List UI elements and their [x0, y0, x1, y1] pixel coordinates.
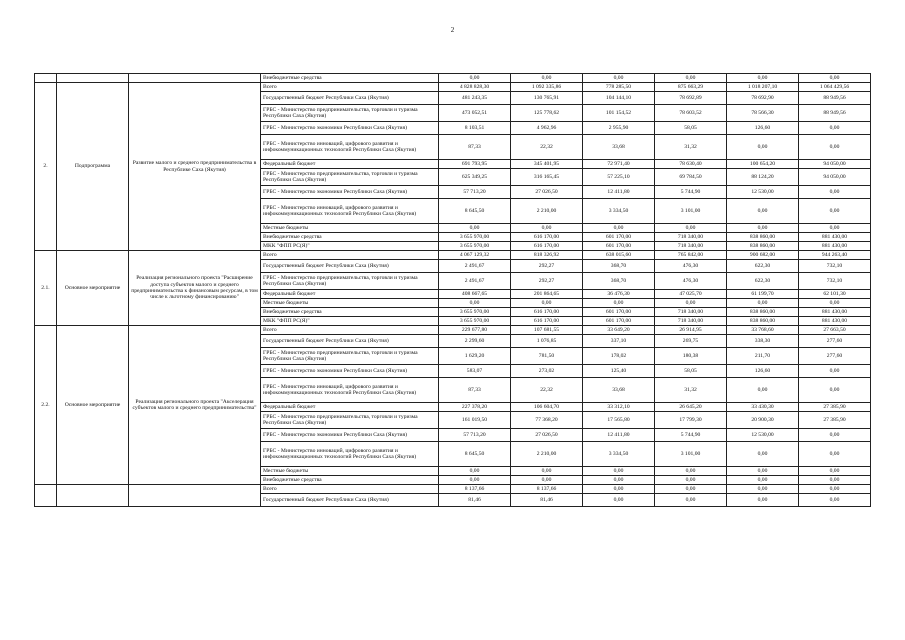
amount-cell: 0,00: [727, 224, 799, 233]
amount-cell: 0,00: [655, 299, 727, 308]
amount-cell: 3 655 970,00: [439, 317, 511, 326]
amount-cell: 101 154,52: [583, 105, 655, 122]
amount-cell: 33 312,10: [583, 403, 655, 412]
amount-cell: 8 137,66: [439, 485, 511, 494]
amount-cell: 2 210,00: [511, 442, 583, 467]
amount-cell: 12 411,80: [583, 186, 655, 199]
amount-cell: 781,50: [511, 348, 583, 365]
amount-cell: 26 645,20: [655, 403, 727, 412]
amount-cell: 408 667,65: [439, 290, 511, 299]
amount-cell: 1 076,85: [511, 335, 583, 348]
amount-cell: 100 654,20: [727, 160, 799, 169]
funding-source-cell: Всего: [261, 251, 439, 260]
amount-cell: 33,68: [583, 135, 655, 160]
amount-cell: 881 430,00: [799, 317, 871, 326]
amount-cell: 0,00: [799, 485, 871, 494]
amount-cell: 78 603,52: [655, 105, 727, 122]
amount-cell: 0,00: [799, 74, 871, 83]
amount-cell: 81,46: [439, 494, 511, 507]
section-type: Основное мероприятие: [57, 326, 129, 485]
section-number: [35, 485, 57, 507]
amount-cell: 0,00: [727, 135, 799, 160]
amount-cell: 2 955,90: [583, 122, 655, 135]
amount-cell: 27 385,90: [799, 403, 871, 412]
amount-cell: 72 971,40: [583, 160, 655, 169]
amount-cell: 601 170,00: [583, 317, 655, 326]
amount-cell: 3 655 970,00: [439, 308, 511, 317]
funding-source-cell: Местные бюджеты: [261, 299, 439, 308]
amount-cell: 3 655 970,00: [439, 233, 511, 242]
funding-source-cell: ГРБС - Министерство предпринимательства, торговли и туризма Республики Саха (Якутия): [261, 412, 439, 429]
amount-cell: 0,00: [799, 199, 871, 224]
amount-cell: 368,70: [583, 260, 655, 273]
amount-cell: 0,00: [511, 476, 583, 485]
amount-cell: 0,00: [583, 74, 655, 83]
amount-cell: 201 864,65: [511, 290, 583, 299]
amount-cell: 125 778,62: [511, 105, 583, 122]
funding-source-cell: МКК "ФПП РС(Я)": [261, 317, 439, 326]
amount-cell: 316 165,45: [511, 169, 583, 186]
amount-cell: 0,00: [439, 224, 511, 233]
amount-cell: 1 018 207,10: [727, 83, 799, 92]
amount-cell: 4 067 129,32: [439, 251, 511, 260]
amount-cell: 4 828 828,30: [439, 83, 511, 92]
amount-cell: 622,30: [727, 260, 799, 273]
funding-source-cell: ГРБС - Министерство инноваций, цифрового развития и инфокоммуникационных технологий Республики Саха (Якутия): [261, 378, 439, 403]
amount-cell: 87,33: [439, 135, 511, 160]
amount-cell: 12 530,00: [727, 186, 799, 199]
amount-cell: 616 170,00: [511, 233, 583, 242]
funding-source-cell: Государственный бюджет Республики Саха (Якутия): [261, 335, 439, 348]
amount-cell: 8 137,66: [511, 485, 583, 494]
amount-cell: 0,00: [799, 467, 871, 476]
amount-cell: 638 015,60: [583, 251, 655, 260]
funding-source-cell: ГРБС - Министерство инноваций, цифрового развития и инфокоммуникационных технологий Республики Саха (Якутия): [261, 442, 439, 467]
funding-source-cell: Внебюджетные средства: [261, 308, 439, 317]
amount-cell: 0,00: [799, 299, 871, 308]
amount-cell: 88 124,20: [727, 169, 799, 186]
amount-cell: 88 949,56: [799, 105, 871, 122]
amount-cell: 0,00: [799, 378, 871, 403]
amount-cell: 473 052,51: [439, 105, 511, 122]
amount-cell: 732,10: [799, 273, 871, 290]
amount-cell: 0,00: [799, 135, 871, 160]
amount-cell: 0,00: [511, 224, 583, 233]
amount-cell: 27 026,50: [511, 429, 583, 442]
table-row: [35, 485, 871, 494]
amount-cell: 3 101,00: [655, 442, 727, 467]
amount-cell: 0,00: [727, 467, 799, 476]
amount-cell: 126,60: [727, 365, 799, 378]
amount-cell: 77 368,20: [511, 412, 583, 429]
amount-cell: 0,00: [799, 224, 871, 233]
amount-cell: 718 340,00: [655, 233, 727, 242]
amount-cell: 616 170,00: [511, 242, 583, 251]
amount-cell: 0,00: [655, 467, 727, 476]
amount-cell: 338,30: [727, 335, 799, 348]
amount-cell: 273,02: [511, 365, 583, 378]
amount-cell: 0,00: [655, 224, 727, 233]
amount-cell: 0,00: [655, 74, 727, 83]
amount-cell: 0,00: [727, 494, 799, 507]
amount-cell: 31,32: [655, 378, 727, 403]
amount-cell: 718 340,00: [655, 242, 727, 251]
amount-cell: 26 914,95: [655, 326, 727, 335]
amount-cell: 0,00: [511, 299, 583, 308]
section-description: Реализация регионального проекта "Расширение доступа субъектов малого и среднего предпринимательства к финансовым ресурсам, в том числе к льготному финансированию": [129, 251, 261, 326]
amount-cell: 765 842,00: [655, 251, 727, 260]
amount-cell: 78 692,89: [655, 92, 727, 105]
amount-cell: 838 860,00: [727, 308, 799, 317]
funding-source-cell: Государственный бюджет Республики Саха (Якутия): [261, 494, 439, 507]
amount-cell: 345 401,95: [511, 160, 583, 169]
funding-source-cell: Государственный бюджет Республики Саха (Якутия): [261, 92, 439, 105]
amount-cell: 881 430,00: [799, 308, 871, 317]
section-type: [57, 74, 129, 83]
amount-cell: 107 681,55: [511, 326, 583, 335]
section-type: [57, 485, 129, 507]
amount-cell: 0,00: [727, 476, 799, 485]
amount-cell: 3 655 970,00: [439, 242, 511, 251]
funding-source-cell: ГРБС - Министерство инноваций, цифрового развития и инфокоммуникационных технологий Республики Саха (Якутия): [261, 135, 439, 160]
amount-cell: 0,00: [727, 199, 799, 224]
amount-cell: 178,02: [583, 348, 655, 365]
amount-cell: 0,00: [799, 494, 871, 507]
amount-cell: 58,05: [655, 122, 727, 135]
amount-cell: 0,00: [439, 476, 511, 485]
section-description: [129, 74, 261, 83]
funding-source-cell: ГРБС - Министерство экономики Республики Саха (Якутия): [261, 186, 439, 199]
amount-cell: 126,60: [727, 122, 799, 135]
funding-source-cell: Местные бюджеты: [261, 224, 439, 233]
amount-cell: 0,00: [583, 467, 655, 476]
funding-source-cell: МКК "ФПП РС(Я)": [261, 242, 439, 251]
amount-cell: 718 340,00: [655, 317, 727, 326]
funding-source-cell: Внебюджетные средства: [261, 233, 439, 242]
amount-cell: 57 713,20: [439, 429, 511, 442]
amount-cell: 0,00: [439, 74, 511, 83]
funding-source-cell: ГРБС - Министерство экономики Республики Саха (Якутия): [261, 429, 439, 442]
amount-cell: 476,30: [655, 273, 727, 290]
funding-source-cell: Местные бюджеты: [261, 467, 439, 476]
amount-cell: 78 692,90: [727, 92, 799, 105]
amount-cell: 881 430,00: [799, 233, 871, 242]
amount-cell: 601 170,00: [583, 242, 655, 251]
amount-cell: 616 170,00: [511, 317, 583, 326]
funding-source-cell: Внебюджетные средства: [261, 74, 439, 83]
amount-cell: 125,40: [583, 365, 655, 378]
section-number: 2.: [35, 83, 57, 251]
amount-cell: 3 334,50: [583, 199, 655, 224]
amount-cell: 3 101,00: [655, 199, 727, 224]
amount-cell: 36 476,30: [583, 290, 655, 299]
amount-cell: 0,00: [583, 299, 655, 308]
amount-cell: 1 092 335,86: [511, 83, 583, 92]
amount-cell: 622,30: [727, 273, 799, 290]
funding-source-cell: Федеральный бюджет: [261, 160, 439, 169]
amount-cell: 78 566,30: [727, 105, 799, 122]
amount-cell: 292,27: [511, 260, 583, 273]
amount-cell: 0,00: [799, 186, 871, 199]
amount-cell: 0,00: [583, 224, 655, 233]
amount-cell: 8 645,50: [439, 442, 511, 467]
amount-cell: 12 411,80: [583, 429, 655, 442]
funding-source-cell: Федеральный бюджет: [261, 290, 439, 299]
funding-source-cell: ГРБС - Министерство предпринимательства, торговли и туризма Республики Саха (Якутия): [261, 273, 439, 290]
amount-cell: 8 645,50: [439, 199, 511, 224]
amount-cell: 22,32: [511, 378, 583, 403]
amount-cell: 161 019,50: [439, 412, 511, 429]
amount-cell: 2 210,00: [511, 199, 583, 224]
amount-cell: 732,10: [799, 260, 871, 273]
amount-cell: 900 682,00: [727, 251, 799, 260]
funding-source-cell: ГРБС - Министерство экономики Республики Саха (Якутия): [261, 122, 439, 135]
amount-cell: 0,00: [511, 74, 583, 83]
amount-cell: 2 491,67: [439, 260, 511, 273]
amount-cell: 47 025,70: [655, 290, 727, 299]
budget-table: [34, 73, 871, 507]
funding-source-cell: Всего: [261, 485, 439, 494]
amount-cell: 0,00: [655, 476, 727, 485]
amount-cell: 0,00: [583, 476, 655, 485]
amount-cell: 0,00: [799, 122, 871, 135]
amount-cell: 229 677,80: [439, 326, 511, 335]
funding-source-cell: Внебюджетные средства: [261, 476, 439, 485]
amount-cell: 838 860,00: [727, 233, 799, 242]
amount-cell: 0,00: [799, 442, 871, 467]
amount-cell: 88 949,56: [799, 92, 871, 105]
amount-cell: 94 050,00: [799, 160, 871, 169]
table-row: [35, 326, 871, 335]
amount-cell: 0,00: [727, 74, 799, 83]
amount-cell: 0,00: [799, 476, 871, 485]
amount-cell: 944 263,40: [799, 251, 871, 260]
section-description: [129, 485, 261, 507]
funding-source-cell: ГРБС - Министерство инноваций, цифрового развития и инфокоммуникационных технологий Республики Саха (Якутия): [261, 199, 439, 224]
amount-cell: 616 170,00: [511, 308, 583, 317]
amount-cell: 1 064 429,56: [799, 83, 871, 92]
amount-cell: 106 604,70: [511, 403, 583, 412]
amount-cell: 0,00: [655, 494, 727, 507]
amount-cell: 0,00: [799, 365, 871, 378]
amount-cell: 0,00: [727, 299, 799, 308]
funding-source-cell: Государственный бюджет Республики Саха (Якутия): [261, 260, 439, 273]
amount-cell: 78 630,40: [655, 160, 727, 169]
amount-cell: 0,00: [439, 467, 511, 476]
amount-cell: 881 430,00: [799, 242, 871, 251]
amount-cell: 27 385,90: [799, 412, 871, 429]
section-description: Развитие малого и среднего предпринимательства в Республике Саха (Якутия): [129, 83, 261, 251]
amount-cell: 57 713,20: [439, 186, 511, 199]
funding-source-cell: Всего: [261, 326, 439, 335]
amount-cell: 481 243,35: [439, 92, 511, 105]
amount-cell: 583,07: [439, 365, 511, 378]
amount-cell: 838 860,00: [727, 317, 799, 326]
amount-cell: 718 340,00: [655, 308, 727, 317]
amount-cell: 0,00: [727, 485, 799, 494]
amount-cell: 875 663,29: [655, 83, 727, 92]
amount-cell: 3 334,50: [583, 442, 655, 467]
amount-cell: 87,33: [439, 378, 511, 403]
amount-cell: 625 349,25: [439, 169, 511, 186]
amount-cell: 0,00: [583, 494, 655, 507]
amount-cell: 818 326,92: [511, 251, 583, 260]
table-row: [35, 83, 871, 92]
section-description: Реализация регионального проекта "Акселерация субъектов малого и среднего предпринимательства": [129, 326, 261, 485]
section-number: 2.2.: [35, 326, 57, 485]
amount-cell: 2 299,60: [439, 335, 511, 348]
amount-cell: 33 649,20: [583, 326, 655, 335]
section-number: [35, 74, 57, 83]
amount-cell: 69 784,50: [655, 169, 727, 186]
amount-cell: 277,60: [799, 348, 871, 365]
amount-cell: 337,10: [583, 335, 655, 348]
funding-source-cell: ГРБС - Министерство предпринимательства, торговли и туризма Республики Саха (Якутия): [261, 105, 439, 122]
amount-cell: 180,38: [655, 348, 727, 365]
amount-cell: 601 170,00: [583, 233, 655, 242]
amount-cell: 62 101,30: [799, 290, 871, 299]
amount-cell: 57 225,10: [583, 169, 655, 186]
amount-cell: 61 199,70: [727, 290, 799, 299]
amount-cell: 476,30: [655, 260, 727, 273]
amount-cell: 27 026,50: [511, 186, 583, 199]
amount-cell: 130 765,91: [511, 92, 583, 105]
amount-cell: 1 629,20: [439, 348, 511, 365]
amount-cell: 277,60: [799, 335, 871, 348]
amount-cell: 17 799,30: [655, 412, 727, 429]
amount-cell: 104 144,10: [583, 92, 655, 105]
amount-cell: 0,00: [799, 429, 871, 442]
amount-cell: 33 768,60: [727, 326, 799, 335]
amount-cell: 601 170,00: [583, 308, 655, 317]
amount-cell: 27 663,50: [799, 326, 871, 335]
section-type: Подпрограмма: [57, 83, 129, 251]
amount-cell: 31,32: [655, 135, 727, 160]
funding-source-cell: ГРБС - Министерство предпринимательства, торговли и туризма Республики Саха (Якутия): [261, 348, 439, 365]
amount-cell: 33 430,30: [727, 403, 799, 412]
amount-cell: 33,68: [583, 378, 655, 403]
funding-source-cell: Всего: [261, 83, 439, 92]
amount-cell: 368,70: [583, 273, 655, 290]
amount-cell: 211,70: [727, 348, 799, 365]
amount-cell: 778 285,50: [583, 83, 655, 92]
amount-cell: 5 744,90: [655, 186, 727, 199]
amount-cell: 58,05: [655, 365, 727, 378]
amount-cell: 20 900,30: [727, 412, 799, 429]
amount-cell: 0,00: [727, 442, 799, 467]
page-number: 2: [450, 26, 455, 34]
table-row: [35, 251, 871, 260]
amount-cell: 691 793,95: [439, 160, 511, 169]
amount-cell: 8 103,51: [439, 122, 511, 135]
amount-cell: 227 378,20: [439, 403, 511, 412]
amount-cell: 0,00: [511, 467, 583, 476]
amount-cell: 12 530,00: [727, 429, 799, 442]
amount-cell: 292,27: [511, 273, 583, 290]
amount-cell: 0,00: [727, 378, 799, 403]
section-number: 2.1.: [35, 251, 57, 326]
amount-cell: 0,00: [439, 299, 511, 308]
funding-source-cell: ГРБС - Министерство предпринимательства, торговли и туризма Республики Саха (Якутия): [261, 169, 439, 186]
amount-cell: 0,00: [583, 485, 655, 494]
amount-cell: 269,75: [655, 335, 727, 348]
amount-cell: 81,46: [511, 494, 583, 507]
amount-cell: 2 491,67: [439, 273, 511, 290]
amount-cell: 22,32: [511, 135, 583, 160]
amount-cell: 94 050,00: [799, 169, 871, 186]
amount-cell: 5 744,90: [655, 429, 727, 442]
section-type: Основное мероприятие: [57, 251, 129, 326]
funding-source-cell: Федеральный бюджет: [261, 403, 439, 412]
funding-source-cell: ГРБС - Министерство экономики Республики Саха (Якутия): [261, 365, 439, 378]
amount-cell: 17 565,80: [583, 412, 655, 429]
amount-cell: 838 860,00: [727, 242, 799, 251]
amount-cell: 0,00: [655, 485, 727, 494]
amount-cell: 4 962,96: [511, 122, 583, 135]
table-row: [35, 74, 871, 83]
